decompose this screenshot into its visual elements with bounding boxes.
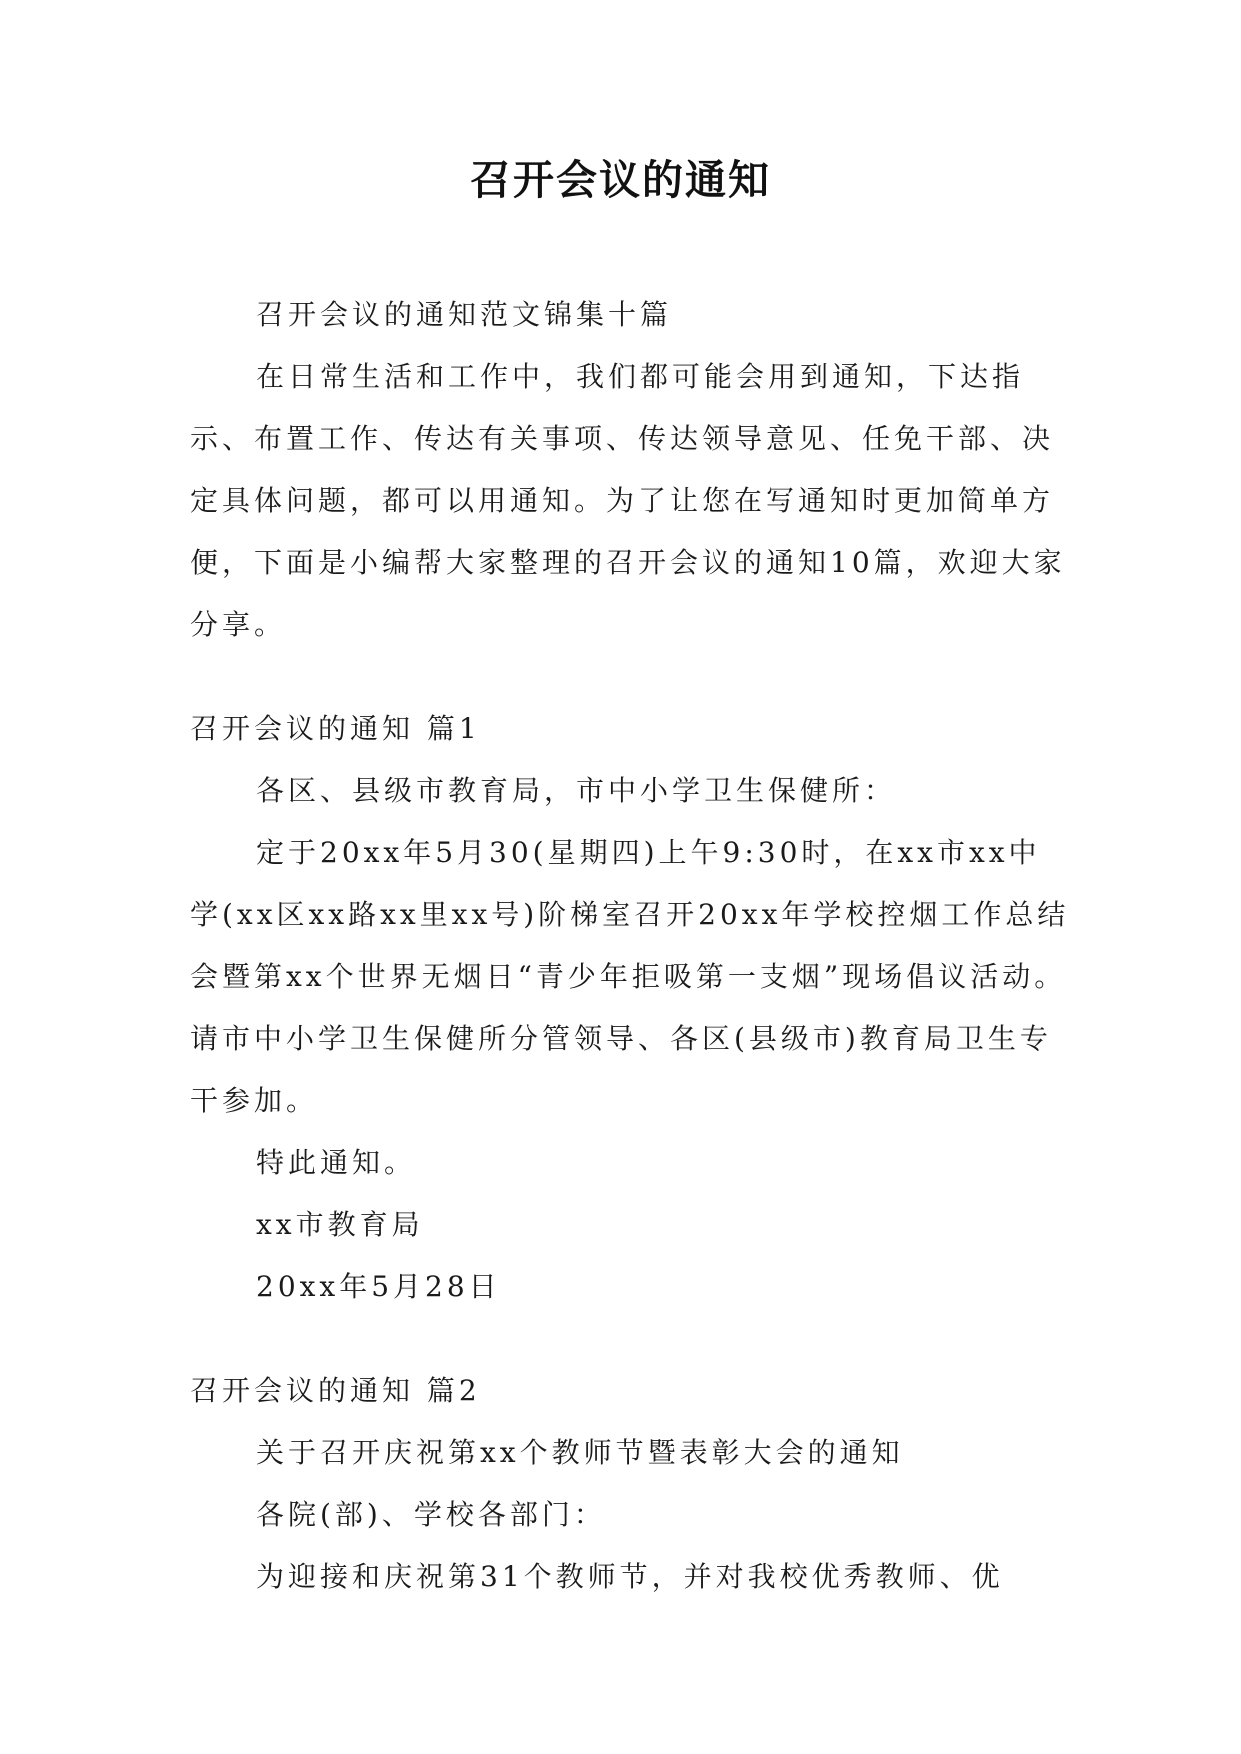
section2-body-start: 为迎接和庆祝第31个教师节，并对我校优秀教师、优 — [256, 1560, 1004, 1593]
intro-subtitle: 召开会议的通知范文锦集十篇 — [256, 298, 673, 331]
section2-salutation: 各院(部)、学校各部门： — [256, 1498, 606, 1531]
section2-heading: 召开会议的通知 篇2 — [190, 1374, 481, 1407]
section1-issuer: xx市教育局 — [256, 1208, 424, 1241]
section2-subject: 关于召开庆祝第xx个教师节暨表彰大会的通知 — [256, 1436, 904, 1469]
section-spacer — [190, 1318, 1070, 1360]
document-body — [190, 284, 1070, 1608]
document-title: 召开会议的通知 — [470, 156, 771, 204]
section1-heading: 召开会议的通知 篇1 — [190, 712, 481, 745]
section-spacer — [190, 656, 1070, 698]
section1-date: 20xx年5月28日 — [256, 1270, 501, 1303]
intro-paragraph: 在日常生活和工作中，我们都可能会用到通知，下达指示、布置工作、传达有关事项、传达领导意见、任免干部、决定具体问题，都可以用通知。为了让您在写通知时更加简单方便，下面是小编帮大家整理的召开会议的通知10篇，欢迎大家分享。 — [190, 360, 1066, 641]
section1-body: 定于20xx年5月30(星期四)上午9:30时，在xx市xx中学(xx区xx路xx里xx号)阶梯室召开20xx年学校控烟工作总结会暨第xx个世界无烟日“青少年拒吸第一支烟”现场倡议活动。请市中小学卫生保健所分管领导、各区(县级市)教育局卫生专干参加。 — [190, 836, 1070, 1117]
section1-salutation: 各区、县级市教育局，市中小学卫生保健所： — [256, 774, 897, 807]
section1-closing: 特此通知。 — [256, 1146, 417, 1179]
